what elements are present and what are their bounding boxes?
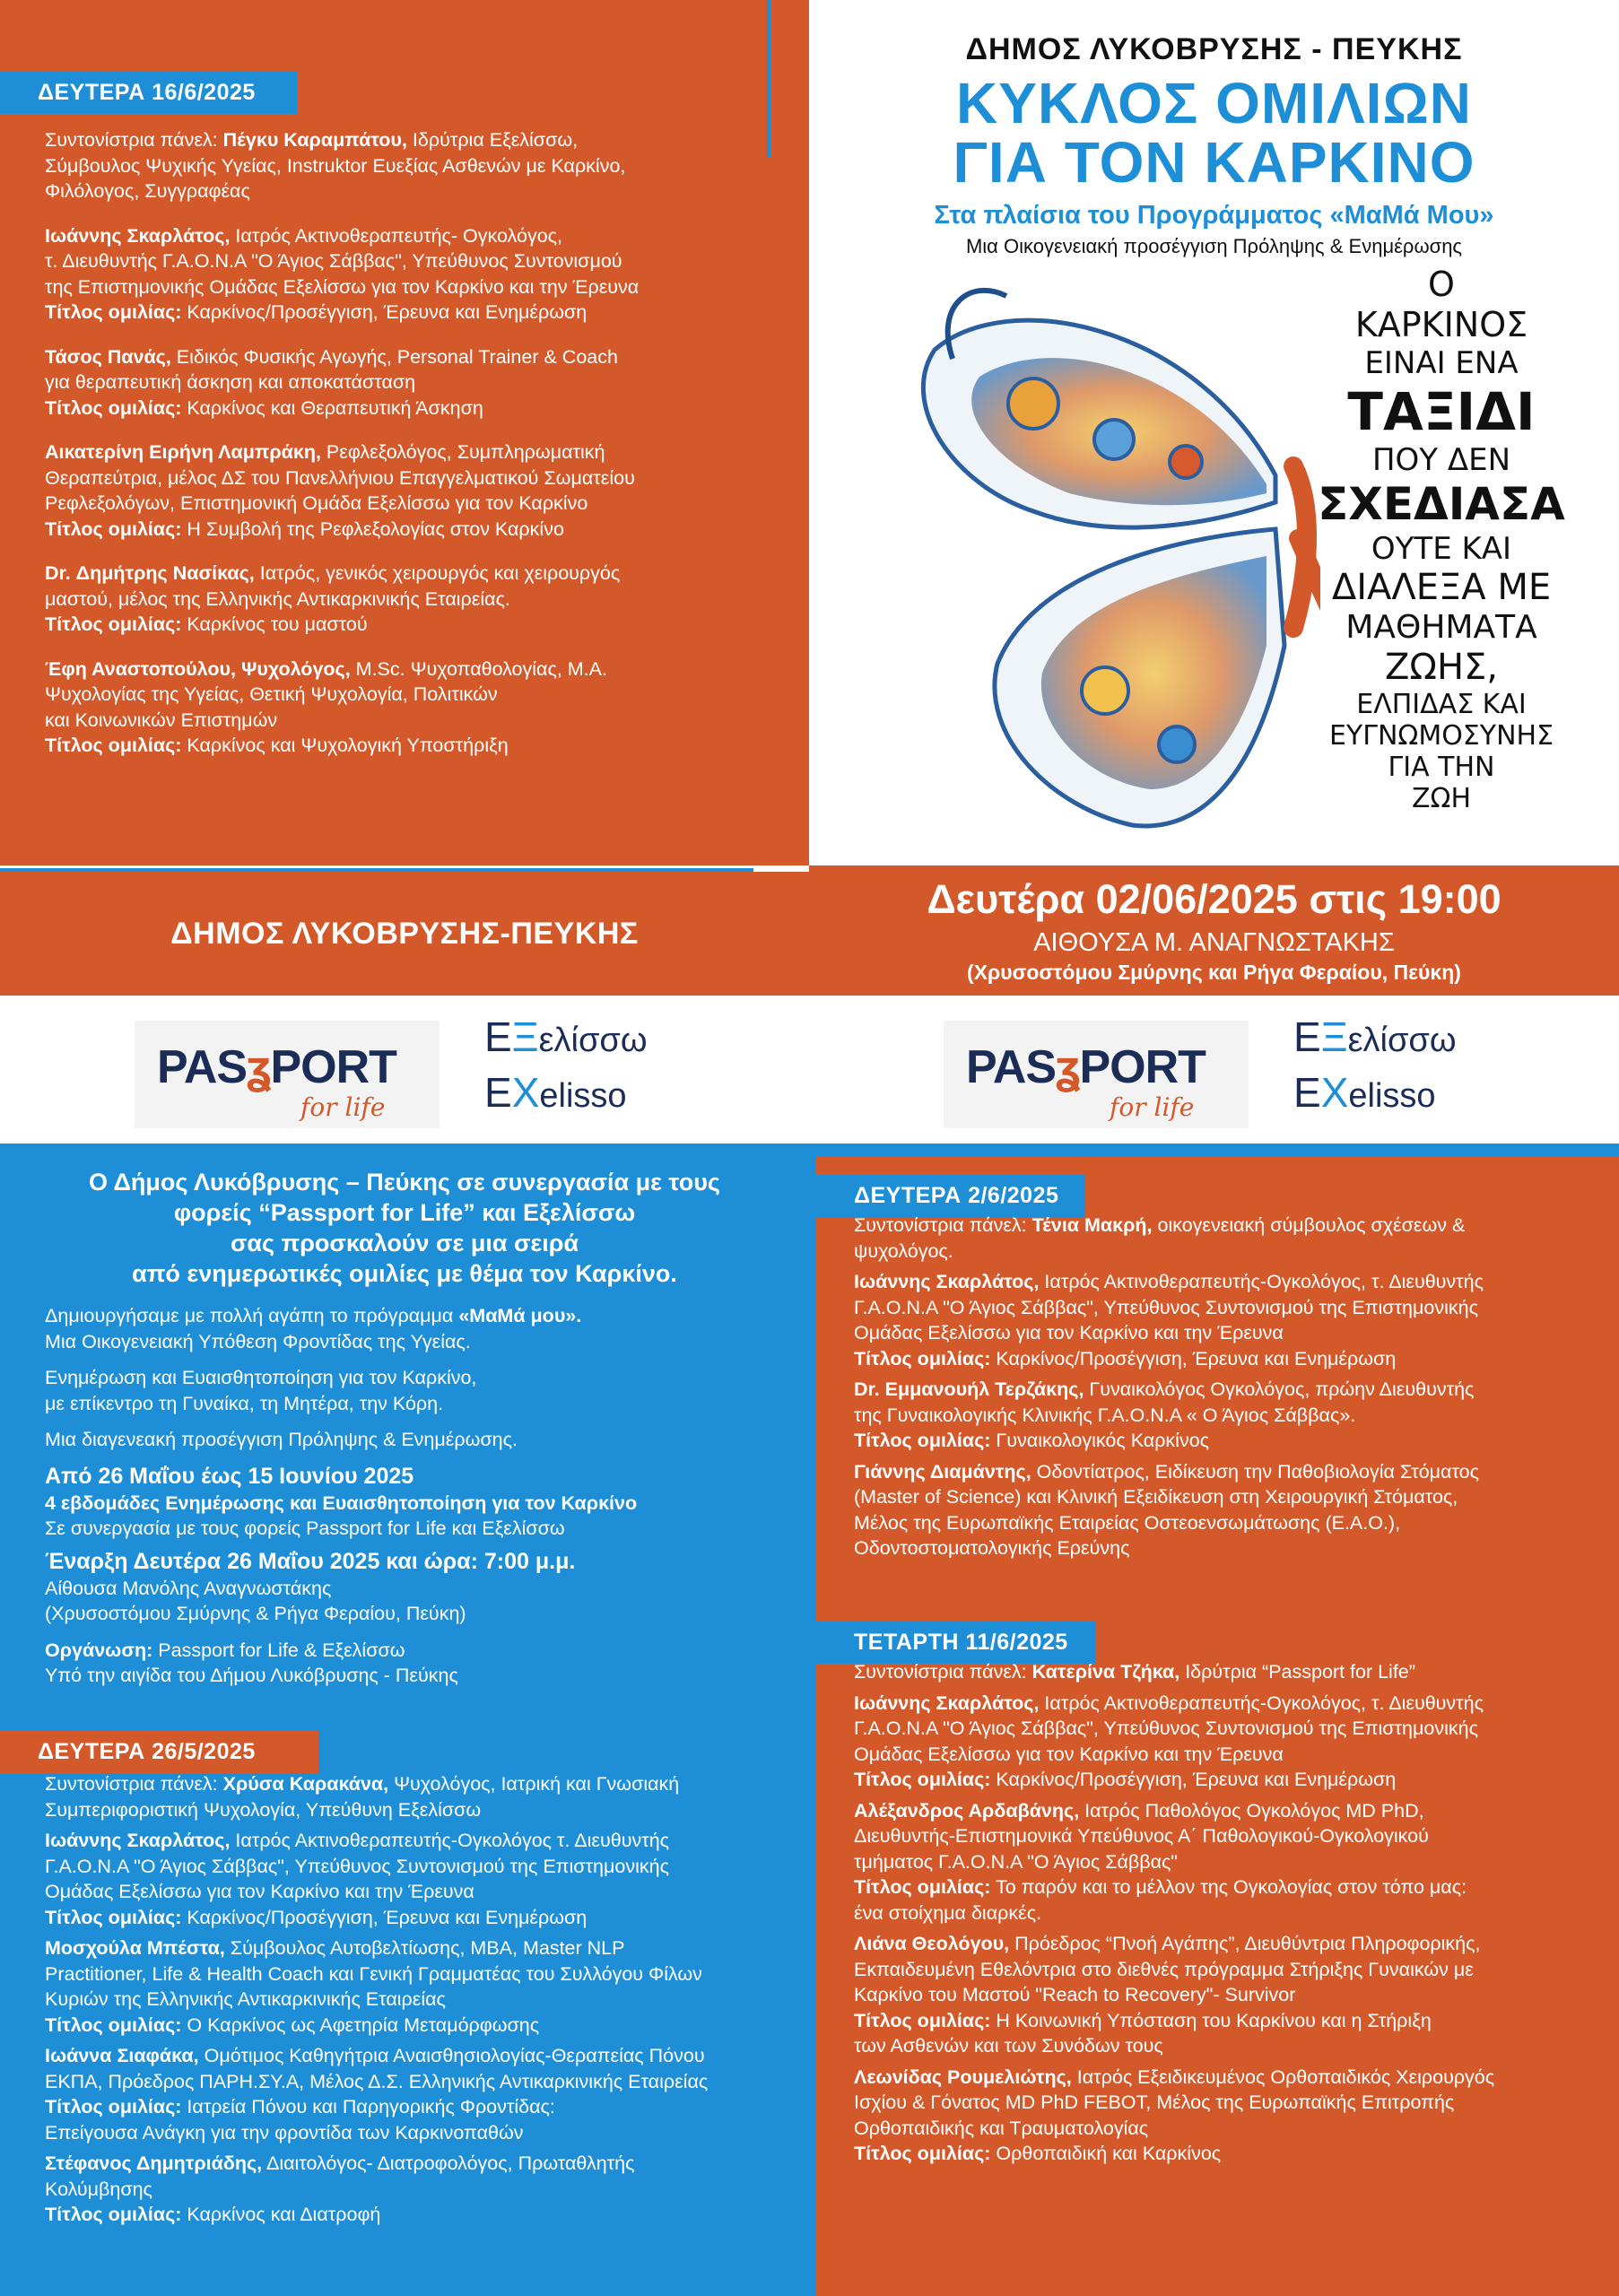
speaker-name: Ιωάννης Σκαρλάτος, (854, 1692, 1040, 1714)
speaker-line: Γ.Α.Ο.Ν.Α "Ο Άγιος Σάββας", Υπεύθυνος Συντονισμού της Επιστημονικής (854, 1296, 1478, 1318)
speaker-line (854, 1269, 1607, 1295)
quote-line: ΕΙΝΑΙ ΕΝΑ (1364, 345, 1519, 381)
speaker-line: Ισχίου & Γόνατος MD PhD FEBOT, Μέλος της Ευρωπαϊκής Επιτροπής (854, 2092, 1455, 2113)
speaker-block (45, 223, 753, 326)
speaker-line (45, 1935, 798, 1961)
speaker-name: Τίτλος ομιλίας: (45, 2204, 182, 2225)
speaker-line: (Master of Science) και Κλινική Εξειδίκευση στη Χειρουργική Στόματος, (854, 1486, 1458, 1508)
speaker-block (45, 1771, 798, 1822)
quote-line: ΤΑΞΙΔΙ (1347, 381, 1536, 442)
speaker-block (45, 657, 753, 759)
speaker-name: Αικατερίνη Ειρήνη Λαμπράκη, (45, 441, 321, 463)
speaker-name: Τίτλος ομιλίας: (45, 735, 182, 756)
exelisso-logo-text: E (484, 1069, 512, 1116)
speaker-line: για θεραπευτική άσκηση και αποκατάσταση (45, 371, 416, 393)
speaker-line: Εκπαιδευμένη Εθελόντρια στο διεθνές πρόγραμμα Στήριξης Γυναικών με (854, 1958, 1474, 1980)
quote-line: ΜΑΘΗΜΑΤΑ (1345, 609, 1537, 646)
speaker-line (45, 2202, 798, 2228)
speaker-name: Τίτλος ομιλίας: (45, 613, 182, 635)
exelisso-logo-text: Ε (484, 1013, 512, 1060)
event-date: Δευτέρα 02/06/2025 στις 19:00 (927, 876, 1501, 922)
speakers-list (854, 1213, 1607, 1561)
speaker-line (854, 1767, 1607, 1793)
speaker-line: Ορθοπαιδικής και Τραυματολογίας (854, 2117, 1149, 2139)
speaker-line (45, 561, 753, 587)
intro-line: Ο Δήμος Λυκόβρυσης – Πεύκης σε συνεργασία με τους (89, 1169, 720, 1196)
speaker-block (854, 1691, 1607, 1793)
speaker-line: Οδοντοστοματολογικής Ερεύνης (854, 1537, 1130, 1559)
program-text: Δημιουργήσαμε με πολλή αγάπη το πρόγραμμα (45, 1305, 459, 1326)
exelisso-logo-text: elisso (539, 1077, 627, 1115)
main-title: ΚΥΚΛΟΣ ΟΜΙΛΙΩΝ (956, 71, 1472, 135)
speaker-block (854, 1459, 1607, 1561)
speaker-detail: Το παρόν και το μέλλον της Ογκολογίας στον τόπο μας: (990, 1876, 1467, 1898)
exelisso-logo-text: Ξ (1320, 1013, 1348, 1060)
speaker-block (45, 127, 753, 204)
quote-line: ΖΩΗ (1411, 783, 1472, 814)
speaker-detail: Ρεφλεξολόγος, Συμπληρωματική (320, 441, 605, 463)
speaker-detail: M.Sc. Ψυχοπαθολογίας, M.A. (350, 657, 607, 680)
speaker-line (854, 1931, 1607, 1957)
speaker-name: Αλέξανδρος Αρδαβάνης, (854, 1799, 1080, 1822)
event-address: (Χρυσοστόμου Σμύρνης και Ρήγα Φεραίου, Πεύκη) (967, 961, 1461, 984)
speaker-name: Τάσος Πανάς, (45, 345, 171, 368)
line-prefix: Συντονίστρια πάνελ: (854, 1661, 1032, 1683)
speaker-detail: Ειδικός Φυσικής Αγωγής, Personal Trainer & Coach (170, 345, 618, 368)
speaker-line: Practitioner, Life & Health Coach και Γενική Γραμματέας του Συλλόγου Φίλων (45, 1962, 702, 1985)
speaker-detail: Ψυχολόγος, Ιατρική και Γνωσιακή (388, 1773, 680, 1795)
speaker-line (45, 733, 753, 759)
top-left-panel (0, 0, 809, 865)
speaker-line (854, 1377, 1607, 1403)
right-footer-banner (809, 865, 1619, 996)
passport-logo-text: PAS (157, 1041, 248, 1093)
intro-body (45, 1303, 780, 1689)
date-tab-label: ΔΕΥΤΕΡΑ 16/6/2025 (0, 72, 297, 114)
coop-line: Σε συνεργασία με τους φορείς Passport for Life και Εξελίσσω (45, 1518, 565, 1539)
speaker-detail: Ο Καρκίνος ως Αφετηρία Μεταμόρφωσης (181, 2013, 540, 2036)
speaker-name: Τίτλος ομιλίας: (854, 1769, 991, 1790)
speaker-line (45, 1828, 798, 1854)
quote-line: ΟΥΤΕ ΚΑΙ (1371, 531, 1512, 567)
speaker-detail: Ιατρός Ακτινοθεραπευτής-Ογκολόγος, τ. Διευθυντής (1039, 1271, 1484, 1292)
speaker-detail: Καρκίνος/Προσέγγιση, Έρευνα και Ενημέρωση (990, 1769, 1397, 1790)
speaker-detail: Γυναικολογικός Καρκίνος (990, 1430, 1210, 1451)
speakers-list (45, 1771, 798, 2228)
speaker-detail: Ορθοπαιδική και Καρκίνος (990, 2143, 1222, 2164)
speaker-line (45, 396, 753, 422)
speaker-line: Ψυχολογίας της Υγείας, Θετική Ψυχολογία, Πολιτικών (45, 683, 498, 705)
speaker-detail: Ιατρός Παθολόγος Ογκολόγος MD PhD, (1079, 1799, 1424, 1822)
speaker-block (45, 439, 753, 542)
line-prefix: Συντονίστρια πάνελ: (45, 1773, 223, 1795)
bottom-left-panel (0, 1144, 809, 2296)
passport-logo: PASʓPORT for life (944, 1021, 1249, 1128)
speaker-detail: Καρκίνος και Θεραπευτική Άσκηση (181, 396, 483, 419)
speaker-detail: Καρκίνος/Προσέγγιση, Έρευνα και Ενημέρωση (181, 301, 588, 323)
speaker-name: Τίτλος ομιλίας: (854, 2009, 991, 2031)
speaker-line: Διευθυντής-Επιστημονικά Υπεύθυνος Α΄ Παθολογικού-Ογκολογικού (854, 1825, 1429, 1847)
speaker-line (45, 612, 753, 638)
cover-panel (809, 0, 1619, 865)
speaker-line: Γ.Α.Ο.Ν.Α "Ο Άγιος Σάββας", Υπεύθυνος Συντονισμού της Επιστημονικής (45, 1855, 669, 1877)
speaker-line (45, 657, 753, 683)
speaker-line: Θεραπεύτρια, μέλος ΔΣ του Πανελλήνιου Επαγγελματικού Σωματείου (45, 466, 635, 489)
speaker-detail: Διαιτολόγος- Διατροφολόγος, Πρωταθλητής (262, 2152, 635, 2174)
exelisso-logo-text: ελίσσω (538, 1022, 648, 1059)
speaker-line: ψυχολόγος. (854, 1239, 953, 1262)
start-line: Έναρξη Δευτέρα 26 Μαΐου 2025 και ώρα: 7:00 μ.μ. (45, 1548, 576, 1574)
speakers-list (854, 1659, 1607, 2167)
date-tab-label: ΔΕΥΤΕΡΑ 2/6/2025 (816, 1175, 1085, 1217)
speaker-detail: Καρκίνος/Προσέγγιση, Έρευνα και Ενημέρωση (181, 1906, 588, 1928)
speaker-line (45, 2013, 798, 2039)
speaker-name: Τίτλος ομιλίας: (45, 1906, 182, 1928)
quote-line: ΠΟΥ ΔΕΝ (1371, 442, 1511, 478)
right-logos (809, 996, 1619, 1144)
speaker-name: Τίτλος ομιλίας: (854, 2143, 991, 2164)
date-tab (816, 1175, 1085, 1217)
speaker-name: Τίτλος ομιλίας: (854, 1876, 991, 1898)
speaker-line: Ομάδας Εξελίσσω για τον Καρκίνο και την Έρευνα (45, 1881, 474, 1902)
speaker-detail: Ιατρός Ακτινοθεραπευτής-Ογκολόγος, τ. Διευθυντής (1039, 1692, 1484, 1714)
main-title-line2: ΓΙΑ ΤΟΝ ΚΑΡΚΙΝΟ (953, 130, 1475, 195)
speaker-line: των Ασθενών και των Συνόδων τους (854, 2035, 1163, 2057)
speaker-line (45, 2043, 798, 2069)
speaker-line (854, 1874, 1607, 1900)
speaker-block (45, 2043, 798, 2145)
speaker-name: Στέφανος Δημητριάδης, (45, 2152, 263, 2174)
speaker-detail: Ιατρός Εξειδικευμένος Ορθοπαιδικός Χειρουργός (1071, 2066, 1495, 2088)
program-line (45, 1303, 780, 1329)
speaker-line: ΕΚΠΑ, Πρόεδρος ΠΑΡΗ.ΣΥ.Α, Μέλος Δ.Σ. Ελληνικής Αντικαρκινικής Εταιρείας (45, 2070, 709, 2092)
speaker-block (854, 1659, 1607, 1685)
speaker-line: της Γυναικολογικής Κλινικής Γ.Α.Ο.Ν.Α « Ο Άγιος Σάββας». (854, 1404, 1356, 1426)
speaker-detail: Ιατρεία Πόνου και Παρηγορικής Φροντίδας: (181, 2096, 555, 2118)
speaker-detail: Ιδρύτρια “Passport for Life” (1179, 1661, 1415, 1683)
line-prefix: Συντονίστρια πάνελ: (854, 1214, 1032, 1236)
speaker-name: Τίτλος ομιλίας: (45, 2013, 182, 2036)
venue-line: Αίθουσα Μανόλης Αναγνωστάκης (45, 1577, 332, 1599)
quote-line: ΓΙΑ ΤΗΝ (1388, 752, 1495, 783)
speaker-block (854, 1931, 1607, 2059)
speaker-name: Λιάνα Θεολόγου, (854, 1933, 1010, 1954)
speaker-line: Φιλόλογος, Συγγραφέας (45, 180, 250, 202)
org-label: Οργάνωση: (45, 1639, 153, 1661)
left-footer-banner (0, 872, 809, 996)
speaker-name: Χρύσα Καρακάνα, (222, 1773, 389, 1795)
speaker-name: Τίτλος ομιλίας: (854, 1430, 991, 1451)
exelisso-logo-text: E (1293, 1069, 1321, 1116)
speaker-line: Γ.Α.Ο.Ν.Α "Ο Άγιος Σάββας", Υπεύθυνος Συντονισμού της Επιστημονικής (854, 1718, 1478, 1739)
quote-line: ΣΧΕΔΙΑΣΑ (1318, 478, 1565, 530)
exelisso-logo-text: X (1320, 1069, 1349, 1116)
passport-logo-text: PORT (1079, 1041, 1206, 1093)
speaker-line (854, 1346, 1607, 1372)
passport-logo-sub: for life (1110, 1092, 1195, 1122)
speaker-detail: Ιατρός Ακτινοθεραπευτής- Ογκολόγος, (230, 224, 562, 247)
speaker-name: Τίτλος ομιλίας: (45, 2096, 182, 2118)
speaker-line (854, 2141, 1607, 2167)
speaker-line (854, 2008, 1607, 2034)
speaker-line: τμήματος Γ.Α.Ο.Ν.Α "Ο Άγιος Σάββας" (854, 1850, 1179, 1873)
line-prefix: Συντονίστρια πάνελ: (45, 129, 223, 151)
intro-line: από ενημερωτικές ομιλίες με θέμα τον Καρκίνο. (132, 1260, 677, 1287)
awareness-line: με επίκεντρο τη Γυναίκα, τη Μητέρα, την Κόρη. (45, 1392, 444, 1414)
speaker-line (45, 127, 753, 153)
program-desc: Μια Οικογενειακή Υπόθεση Φροντίδας της Υγείας. (45, 1330, 471, 1352)
speaker-line (45, 2151, 798, 2177)
period: Από 26 Μαΐου έως 15 Ιουνίου 2025 (45, 1463, 414, 1489)
aegis-line: Υπό την αιγίδα του Δήμου Λυκόβρυσης - Πεύκης (45, 1665, 458, 1686)
speaker-line (45, 439, 753, 465)
approach-line: Μια διαγενεακή προσέγγιση Πρόληψης & Ενημέρωσης. (45, 1429, 518, 1450)
passport-logo-text: PORT (270, 1041, 396, 1093)
speaker-name: Τίτλος ομιλίας: (45, 301, 182, 323)
speaker-detail: Ιατρός Ακτινοθεραπευτής-Ογκολόγος τ. Διευθυντής (230, 1830, 670, 1851)
speaker-name: Κατερίνα Τζήκα, (1031, 1661, 1180, 1683)
speaker-detail: Οδοντίατρος, Ειδίκευση την Παθοβιολογία Στόματος (1031, 1460, 1479, 1483)
speaker-name: Έφη Αναστοπούλου, Ψυχολόγος, (45, 657, 351, 680)
speaker-name: Ιωάννης Σκαρλάτος, (854, 1271, 1040, 1292)
speaker-block (45, 561, 753, 638)
speaker-name: Ιωάννα Σιαφάκα, (45, 2045, 199, 2066)
speaker-detail: Καρκίνος του μαστού (181, 613, 368, 635)
speaker-name: Ιωάννης Σκαρλάτος, (45, 1830, 231, 1851)
speaker-detail: Ομότιμος Καθηγήτρια Αναισθησιολογίας-Θεραπείας Πόνου (198, 2045, 705, 2066)
speaker-detail: Πρόεδρος “Πνοή Αγάπης”, Διευθύντρια Πληροφορικής, (1009, 1933, 1481, 1954)
date-tab (816, 1622, 1095, 1664)
subtitle: Στα πλαίσια του Προγράμματος «ΜαΜά Μου» (934, 201, 1494, 230)
speaker-block (45, 1828, 798, 1930)
speaker-detail: Ιατρός, γενικός χειρουργός και χειρουργός (254, 562, 621, 584)
speaker-line: μαστού, μέλος της Ελληνικής Αντικαρκινικής Εταιρείας. (45, 587, 510, 610)
speaker-detail: Σύμβουλος Αυτοβελτίωσης, MBA, Master NLP (224, 1937, 625, 1959)
speaker-block (854, 2065, 1607, 2167)
bottom-right-panel (816, 1157, 1619, 2296)
speaker-detail: Καρκίνος και Διατροφή (181, 2204, 381, 2225)
speaker-block (854, 1798, 1607, 1926)
speaker-line (45, 344, 753, 370)
program-name: «ΜαΜά μου». (458, 1305, 582, 1326)
quote-line: Ο (1428, 265, 1455, 304)
speaker-line (45, 517, 753, 543)
quote-line: ΕΥΓΝΩΜΟΣΥΝΗΣ (1328, 720, 1554, 752)
weeks-line: 4 εβδομάδες Ενημέρωσης και Ευαισθητοποίηση για τον Καρκίνο (45, 1492, 638, 1514)
speaker-line (854, 1213, 1607, 1239)
speaker-name: Dr. Εμμανουήλ Τερζάκης, (854, 1378, 1084, 1400)
speaker-block (45, 2151, 798, 2228)
exelisso-logo (1293, 1012, 1527, 1137)
speaker-line (45, 1771, 798, 1797)
speaker-name: Μοσχούλα Μπέστα, (45, 1937, 225, 1959)
speaker-block (45, 1935, 798, 2038)
quote-line: ΕΛΠΙΔΑΣ ΚΑΙ (1356, 689, 1527, 720)
speaker-name: Ιωάννης Σκαρλάτος, (45, 224, 231, 247)
speakers-list (45, 127, 753, 759)
left-logos (0, 996, 809, 1144)
speaker-line (854, 1428, 1607, 1454)
intro-heading (0, 1167, 809, 1289)
date-tab-label: ΤΕΤΑΡΤΗ 11/6/2025 (816, 1622, 1095, 1664)
speaker-line (854, 1798, 1607, 1824)
municipality-footer: ΔΗΜΟΣ ΛΥΚΟΒΡΥΣΗΣ-ΠΕΥΚΗΣ (170, 917, 639, 951)
exelisso-logo-text: elisso (1348, 1077, 1436, 1115)
exelisso-logo-text: X (511, 1069, 540, 1116)
awareness-line: Ενημέρωση και Ευαισθητοποίηση για τον Καρκίνο, (45, 1367, 477, 1388)
quote-line: ΚΑΡΚΙΝΟΣ (1354, 305, 1528, 344)
speaker-block (854, 1269, 1607, 1371)
speaker-name: Γιάννης Διαμάντης, (854, 1460, 1031, 1483)
speaker-line: Μέλος της Ευρωπαϊκής Εταιρείας Οστεοενσωμάτωσης (Ε.Α.Ο.), (854, 1511, 1401, 1534)
speaker-name: Τίτλος ομιλίας: (45, 396, 182, 419)
divider-line (767, 0, 770, 157)
speaker-line: Κυριών της Ελληνικής Αντικαρκινικής Εταιρείας (45, 1988, 446, 2010)
speaker-name: Dr. Δημήτρης Νασίκας, (45, 562, 255, 584)
intro-line: σας προσκαλούν σε μια σειρά (230, 1230, 579, 1257)
speaker-line (45, 223, 753, 249)
municipality-heading: ΔΗΜΟΣ ΛΥΚΟΒΡΥΣΗΣ - ΠΕΥΚΗΣ (965, 32, 1463, 66)
speaker-line (854, 1659, 1607, 1685)
speaker-line (45, 1905, 798, 1931)
speaker-line: Ομάδας Εξελίσσω για τον Καρκίνο και την Έρευνα (854, 1743, 1284, 1765)
speaker-line (854, 1459, 1607, 1485)
speaker-name: Τίτλος ομιλίας: (854, 1347, 991, 1370)
speaker-line: Επείγουσα Ανάγκη για την φροντίδα των Καρκινοπαθών (45, 2121, 524, 2144)
speaker-name: Τένια Μακρή, (1031, 1214, 1153, 1236)
speaker-detail: Η Κοινωνική Υπόσταση του Καρκίνου και η Στήριξη (990, 2009, 1432, 2031)
speaker-line (854, 2065, 1607, 2091)
speaker-line: Συμπεριφοριστική Ψυχολογία, Υπεύθυνη Εξελίσσω (45, 1798, 482, 1821)
butterfly-illustration (899, 269, 1320, 861)
speaker-line: Καρκίνο του Μαστού "Reach to Recovery"- Survivor (854, 1984, 1296, 2005)
exelisso-logo-text: ελίσσω (1347, 1022, 1457, 1059)
tagline: Μια Οικογενειακή προσέγγιση Πρόληψης & Ενημέρωσης (965, 235, 1463, 257)
date-tab (0, 72, 297, 114)
exelisso-logo-text: Ε (1293, 1013, 1321, 1060)
speaker-line: ένα στοίχημα διαρκές. (854, 1901, 1042, 1924)
speaker-detail: οικογενειακή σύμβουλος σχέσεων & (1152, 1214, 1466, 1236)
speaker-detail: Ιδρύτρια Εξελίσσω, (406, 129, 579, 151)
speaker-detail: Καρκίνος και Ψυχολογική Υποστήριξη (181, 735, 509, 756)
speaker-block (854, 1213, 1607, 1264)
speaker-detail: Η Συμβολή της Ρεφλεξολογίας στον Καρκίνο (181, 517, 564, 540)
speaker-detail: Καρκίνος/Προσέγγιση, Έρευνα και Ενημέρωση (990, 1347, 1397, 1370)
speaker-block (45, 344, 753, 422)
passport-logo-text: PAS (966, 1041, 1057, 1093)
quote-line: ΖΩΗΣ, (1384, 647, 1499, 688)
date-tab (0, 1731, 318, 1773)
intro-line: φορείς “Passport for Life” και Εξελίσσω (173, 1199, 636, 1226)
speaker-line: Σύμβουλος Ψυχικής Υγείας, Instruktor Ευεξίας Ασθενών με Καρκίνο, (45, 154, 626, 177)
speaker-name: Λεωνίδας Ρουμελιώτης, (854, 2066, 1072, 2088)
passport-logo: PASʓPORT for life (135, 1021, 440, 1128)
speaker-name: Πέγκυ Καραμπάτου, (222, 129, 407, 151)
quote-text (1275, 265, 1607, 814)
speaker-line (45, 2094, 798, 2120)
venue-line: (Χρυσοστόμου Σμύρνης & Ρήγα Φεραίου, Πεύκη) (45, 1603, 466, 1624)
speaker-line (45, 300, 753, 326)
speaker-line: Ομάδας Εξελίσσω για τον Καρκίνο και την Έρευνα (854, 1322, 1284, 1344)
speaker-line: τ. Διευθυντής Γ.Α.Ο.Ν.Α "Ο Άγιος Σάββας", Υπεύθυνος Συντονισμού (45, 250, 622, 272)
speaker-line: και Κοινωνικών Επιστημών (45, 709, 278, 731)
quote-line: ΔΙΑΛΕΞΑ ΜΕ (1331, 567, 1552, 608)
date-tab-label: ΔΕΥΤΕΡΑ 26/5/2025 (0, 1731, 318, 1773)
speaker-line: Κολύμβησης (45, 2178, 152, 2200)
speaker-line: της Επιστημονικής Ομάδας Εξελίσσω για τον Καρκίνο και την Έρευνα (45, 275, 640, 298)
exelisso-logo (484, 1012, 718, 1137)
passport-logo-sub: for life (300, 1092, 386, 1122)
event-hall: ΑΙΘΟΥΣΑ Μ. ΑΝΑΓΝΩΣΤΑΚΗΣ (1033, 928, 1395, 957)
exelisso-logo-text: Ξ (511, 1013, 539, 1060)
speaker-block (854, 1377, 1607, 1454)
speaker-name: Τίτλος ομιλίας: (45, 517, 182, 540)
org-value: Passport for Life & Εξελίσσω (152, 1639, 405, 1661)
speaker-line: Ρεφλεξολόγων, Επιστημονική Ομάδα Εξελίσσω για τον Καρκίνο (45, 492, 588, 514)
speaker-detail: Γυναικολόγος Ογκολόγος, πρώην Διευθυντής (1084, 1378, 1475, 1400)
speaker-line (854, 1691, 1607, 1717)
